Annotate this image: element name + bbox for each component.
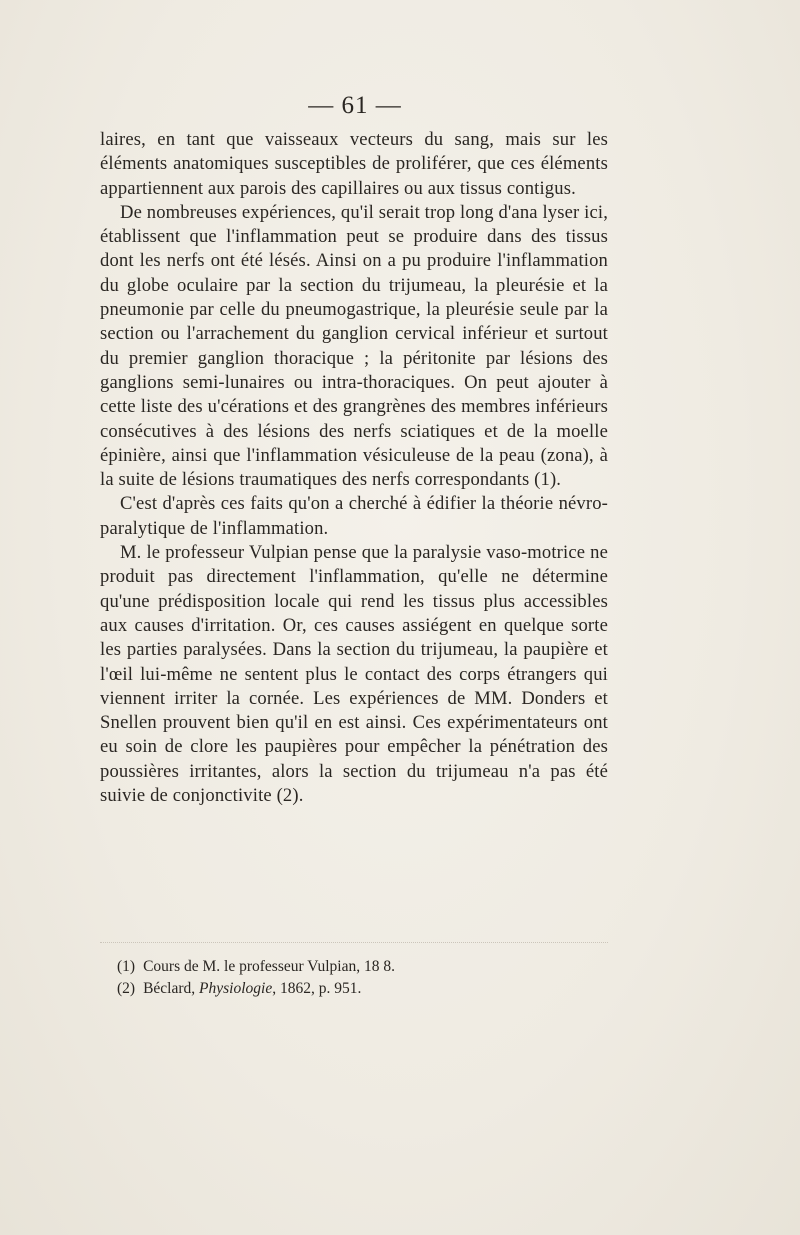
footnote-2 — [117, 978, 597, 1000]
footnote-author: Béclard, — [143, 980, 196, 997]
footnote-mark: (2) — [117, 980, 136, 997]
footnote-title: Physiologie — [199, 980, 273, 997]
paragraph-continued: laires, en tant que vaisseaux vecteurs du sang, mais sur les éléments anatomiques susceptibles de proliférer, que ces éléments appartiennent aux parois des capillaires ou aux tissus contigus. — [100, 129, 608, 199]
body-text — [100, 128, 608, 808]
paragraph-vulpian: M. le professeur Vulpian pense que la paralysie vaso-motrice ne produit pas directement l'inflammation, qu'elle ne détermine qu'une prédisposition locale qui rend les tissus plus accessibles aux causes d'irritation. Or, ces causes assiégent en quelque sorte les parties paralysées. Dans la section du trijumeau, la paupière et l'œil lui-même ne sentent plus le contact des corps étrangers qui viennent irriter la cornée. Les expériences de MM. Donders et Snellen prouvent bien qu'il en est ainsi. Ces expérimentateurs ont eu soin de clore les paupières pour empêcher la pénétration des poussières irritantes, alors la section du trijumeau n'a pas été suivie de conjonctivite (2). — [100, 542, 608, 807]
page-number: — 61 — — [308, 92, 402, 119]
footnote-1 — [117, 956, 597, 978]
footnote-mark: (1) — [117, 958, 136, 975]
footnotes — [117, 956, 597, 1000]
paragraph-theory: C'est d'après ces faits qu'on a cherché à édifier la théorie névro-paralytique de l'inflammation. — [100, 493, 608, 539]
footnote-text: Cours de M. le professeur Vulpian, 18 8. — [143, 958, 395, 975]
footnote-divider — [100, 942, 608, 943]
paragraph-experiments: De nombreuses expériences, qu'il serait trop long d'ana lyser ici, établissent que l'inflammation peut se produire dans des tissus dont les nerfs ont été lésés. Ainsi on a pu produire l'inflammation du globe oculaire par la section du trijumeau, la pleurésie et la pneumonie par celle du pneumogastrique, la pleurésie seule par la section ou l'arrachement du ganglion cervical inférieur et surtout du premier ganglion thoracique ; la péritonite par lésions des ganglions semi-lunaires ou intra-thoraciques. On peut ajouter à cette liste des u'cérations et des grangrènes des membres inférieurs consécutives à des lésions des nerfs sciatiques et de la moelle épinière, ainsi que l'inflammation vésiculeuse de la peau (zona), à la suite de lésions traumatiques des nerfs correspondants (1). — [100, 201, 609, 491]
footnote-details: , 1862, p. 951. — [272, 980, 362, 997]
